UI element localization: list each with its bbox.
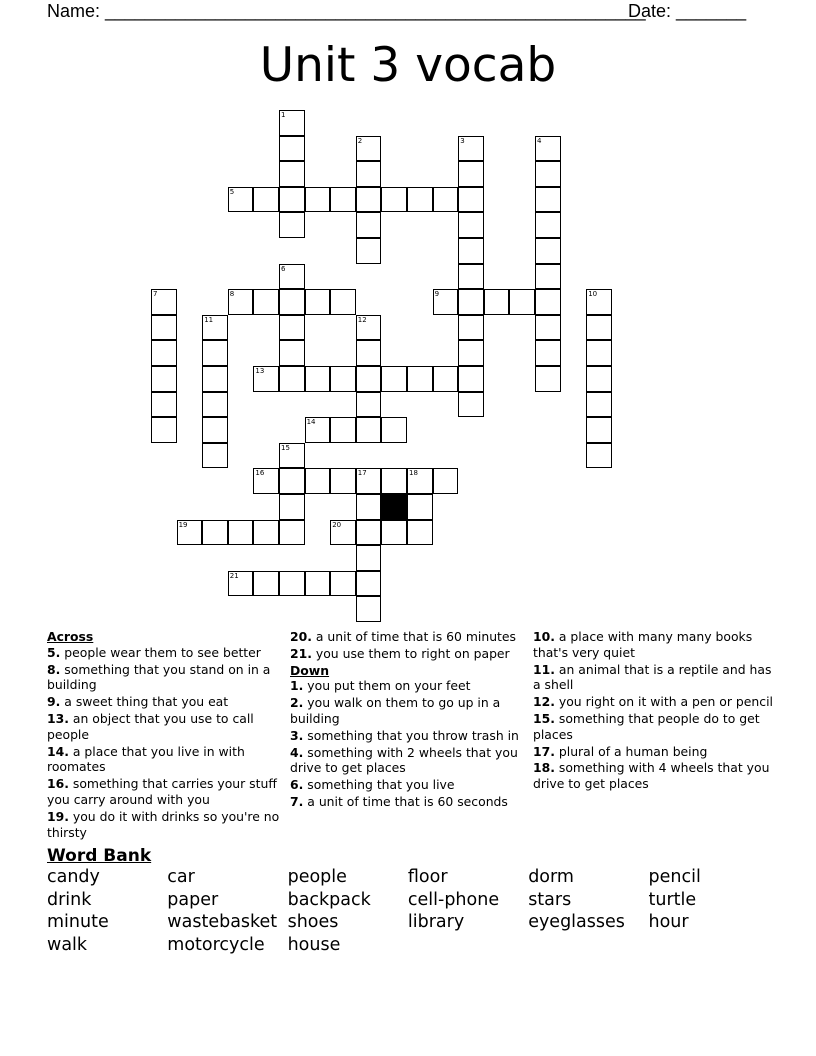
down-clue (533, 694, 773, 710)
clue-number: 18 (409, 469, 418, 478)
grid-cell[interactable] (407, 520, 433, 546)
grid-cell[interactable] (330, 571, 356, 597)
grid-cell[interactable] (305, 187, 331, 213)
grid-cell[interactable] (356, 596, 382, 622)
clue-number: 15 (281, 443, 290, 452)
grid-cell[interactable] (151, 315, 177, 341)
grid-cell[interactable] (535, 264, 561, 290)
grid-cell[interactable] (305, 468, 331, 494)
grid-cell[interactable] (458, 392, 484, 418)
grid-cell[interactable] (202, 366, 228, 392)
down-clue (290, 728, 526, 744)
grid-cell[interactable] (253, 187, 279, 213)
grid-cell[interactable] (586, 340, 612, 366)
word-bank-item: floor (407, 867, 448, 887)
grid-cell[interactable] (253, 366, 279, 392)
grid-cell[interactable] (253, 571, 279, 597)
grid-cell[interactable] (151, 366, 177, 392)
clue-text: something that you throw trash in (303, 727, 519, 743)
clue-text: a sweet thing that you eat (60, 694, 229, 710)
clue-number: 9 (434, 290, 440, 299)
clue-text: an animal that is a reptile and has a shell (533, 661, 772, 693)
page-title: Unit 3 vocab (259, 38, 557, 93)
grid-cell[interactable] (458, 187, 484, 213)
across-clue (47, 645, 283, 661)
clue-text: a unit of time that is 60 minutes (311, 629, 516, 644)
clue-number: 15. (533, 710, 555, 726)
grid-cell[interactable] (356, 571, 382, 597)
grid-cell[interactable] (330, 468, 356, 494)
word-bank-item: hour (648, 912, 689, 933)
clue-number: 4. (290, 744, 304, 760)
clue-number: 17. (533, 743, 555, 759)
clue-number: 5 (229, 187, 235, 196)
clue-text: a place with many many books that's very quiet (533, 629, 753, 660)
grid-cell[interactable] (458, 161, 484, 187)
grid-cell[interactable] (356, 161, 382, 187)
clue-number: 17 (357, 469, 367, 478)
grid-cell[interactable] (433, 366, 459, 392)
clue-text: an object that you use to call people (47, 710, 254, 742)
black-square (381, 494, 407, 520)
word-bank-item: motorcycle (167, 934, 265, 955)
grid-cell[interactable] (458, 212, 484, 238)
grid-cell[interactable] (356, 366, 382, 392)
clue-number: 1 (281, 111, 286, 119)
grid-cell[interactable] (535, 238, 561, 264)
down-clue (533, 760, 773, 792)
clue-number: 13 (255, 367, 265, 375)
grid-cell[interactable] (535, 212, 561, 238)
clue-number: 11 (204, 315, 214, 324)
clue-number: 9. (47, 694, 61, 710)
word-bank-item: backpack (287, 889, 371, 910)
clue-text: something that people do to get places (533, 710, 760, 742)
grid-cell[interactable] (151, 289, 177, 315)
clue-text: people wear them to see better (60, 644, 261, 660)
clue-number: 6. (290, 777, 304, 793)
grid-cell[interactable] (151, 340, 177, 366)
grid-cell[interactable] (330, 187, 356, 213)
grid-cell[interactable] (279, 315, 305, 341)
grid-cell[interactable] (407, 187, 433, 213)
clue-number: 13. (47, 710, 69, 726)
word-bank-item: eyeglasses (528, 912, 625, 933)
grid-cell[interactable] (586, 315, 612, 341)
grid-cell[interactable] (330, 520, 356, 546)
clue-number: 14. (47, 743, 69, 759)
grid-cell[interactable] (458, 264, 484, 290)
clue-text: you do it with drinks so you're no thirsty (47, 808, 280, 840)
clue-number: 16. (47, 776, 69, 792)
grid-cell[interactable] (381, 417, 407, 443)
grid-cell[interactable] (433, 289, 459, 315)
down-clue (290, 695, 526, 727)
grid-cell[interactable] (407, 494, 433, 520)
clue-number: 5. (47, 644, 61, 660)
clue-number: 3. (290, 727, 304, 743)
across-clue (47, 662, 283, 694)
grid-cell[interactable] (484, 289, 510, 315)
grid-cell[interactable] (177, 520, 203, 546)
grid-cell[interactable] (586, 417, 612, 443)
grid-cell[interactable] (509, 289, 535, 315)
clue-text: you put them on your feet (303, 678, 471, 694)
down-heading: Down (290, 662, 330, 678)
clue-number: 10. (533, 629, 555, 644)
grid-cell[interactable] (458, 340, 484, 366)
clue-number: 11. (533, 661, 555, 677)
grid-cell[interactable] (535, 187, 561, 213)
grid-cell[interactable] (586, 443, 612, 469)
grid-cell[interactable] (356, 392, 382, 418)
grid-cell[interactable] (356, 136, 382, 162)
word-bank-item: car (167, 867, 195, 887)
word-bank-title: Word Bank (47, 846, 152, 866)
across-clue (47, 711, 283, 743)
clue-number: 3 (460, 136, 465, 145)
clue-number: 8. (47, 661, 61, 677)
grid-cell[interactable] (279, 366, 305, 392)
grid-cell[interactable] (228, 520, 254, 546)
word-bank-item: candy (47, 867, 100, 887)
grid-cell[interactable] (305, 417, 331, 443)
across-clue (47, 809, 283, 841)
grid-cell[interactable] (535, 161, 561, 187)
grid-cell[interactable] (279, 468, 305, 494)
clue-text: something with 4 wheels that you drive to get places (533, 760, 770, 792)
clue-text: you walk on them to go up in a building (290, 695, 501, 726)
grid-cell[interactable] (535, 366, 561, 392)
word-bank-item: people (287, 867, 347, 887)
clue-number: 19. (47, 808, 69, 824)
clues-column-1 (47, 629, 283, 841)
grid-cell[interactable] (433, 187, 459, 213)
grid-cell[interactable] (433, 468, 459, 494)
clue-text: a unit of time that is 60 seconds (303, 793, 508, 809)
grid-cell[interactable] (279, 340, 305, 366)
grid-cell[interactable] (253, 289, 279, 315)
down-clue (290, 745, 526, 777)
grid-cell[interactable] (253, 468, 279, 494)
grid-cell[interactable] (535, 136, 561, 162)
clue-number: 8 (229, 290, 235, 299)
clue-number: 1. (290, 678, 304, 694)
clue-number: 7 (153, 290, 158, 299)
grid-cell[interactable] (330, 417, 356, 443)
word-bank-item: walk (47, 934, 88, 955)
grid-cell[interactable] (356, 187, 382, 213)
down-clue (533, 744, 773, 760)
grid-cell[interactable] (202, 315, 228, 341)
down-clue (290, 777, 526, 793)
grid-cell[interactable] (356, 520, 382, 546)
grid-cell[interactable] (279, 212, 305, 238)
grid-cell[interactable] (381, 187, 407, 213)
clue-number: 16 (255, 469, 265, 478)
clue-number: 4 (537, 136, 542, 145)
grid-cell[interactable] (253, 520, 279, 546)
grid-cell[interactable] (458, 289, 484, 315)
down-clue (290, 678, 526, 694)
grid-cell[interactable] (279, 494, 305, 520)
grid-cell[interactable] (458, 136, 484, 162)
clue-number: 14 (306, 418, 316, 427)
grid-cell[interactable] (305, 571, 331, 597)
word-bank-item: dorm (528, 867, 574, 887)
clues-column-2 (290, 629, 526, 811)
clue-number: 19 (178, 520, 188, 529)
grid-cell[interactable] (305, 289, 331, 315)
across-clue (47, 694, 283, 710)
clue-text: plural of a human being (554, 743, 708, 759)
grid-cell[interactable] (228, 571, 254, 597)
clue-text: something that carries your stuff you carry around with you (47, 776, 277, 807)
grid-cell[interactable] (356, 494, 382, 520)
clue-number: 7. (290, 793, 304, 809)
grid-cell[interactable] (381, 366, 407, 392)
grid-cell[interactable] (407, 366, 433, 392)
grid-cell[interactable] (279, 187, 305, 213)
word-bank-item: drink (47, 889, 92, 910)
grid-cell[interactable] (356, 417, 382, 443)
clue-text: a place that you live in with roomates (47, 743, 245, 775)
down-clue (290, 794, 526, 810)
across-heading: Across (47, 629, 94, 644)
clue-number: 18. (533, 760, 555, 776)
word-bank-item: house (287, 934, 341, 955)
clue-number: 12 (357, 315, 367, 324)
word-bank-item: pencil (648, 867, 701, 887)
clue-text: you use them to right on paper (311, 645, 510, 661)
grid-cell[interactable] (458, 315, 484, 341)
grid-cell[interactable] (356, 238, 382, 264)
clue-number: 12. (533, 694, 555, 710)
grid-cell[interactable] (330, 289, 356, 315)
grid-cell[interactable] (279, 264, 305, 290)
across-clue (47, 776, 283, 808)
clue-number: 6 (281, 264, 286, 273)
grid-cell[interactable] (279, 110, 305, 136)
grid-cell[interactable] (586, 392, 612, 418)
grid-cell[interactable] (151, 417, 177, 443)
down-clue (533, 629, 773, 661)
clue-text: something that you stand on in a building (47, 661, 271, 693)
clue-text: something with 2 wheels that you drive to get places (290, 744, 518, 776)
grid-cell[interactable] (407, 468, 433, 494)
word-bank-item: paper (167, 889, 219, 910)
clue-number: 20. (290, 629, 312, 644)
down-clue (533, 711, 773, 743)
grid-cell[interactable] (279, 571, 305, 597)
grid-cell[interactable] (305, 366, 331, 392)
grid-cell[interactable] (202, 340, 228, 366)
grid-cell[interactable] (279, 520, 305, 546)
grid-cell[interactable] (202, 443, 228, 469)
clue-number: 10 (588, 290, 598, 299)
name-field-label: Name: ______________________________________________________ (47, 1, 646, 21)
grid-cell[interactable] (279, 136, 305, 162)
across-clue (290, 629, 526, 645)
clue-text: you right on it with a pen or pencil (554, 694, 773, 710)
grid-cell[interactable] (356, 468, 382, 494)
clue-number: 21. (290, 645, 312, 661)
word-bank-item: turtle (648, 889, 697, 910)
grid-cell[interactable] (356, 545, 382, 571)
word-bank-item: wastebasket (167, 912, 278, 933)
grid-cell[interactable] (279, 289, 305, 315)
word-bank-item: stars (528, 889, 572, 910)
clues-column-3 (533, 629, 773, 793)
grid-cell[interactable] (356, 340, 382, 366)
word-bank-item: library (407, 912, 465, 933)
grid-cell[interactable] (202, 392, 228, 418)
word-bank-item: shoes (287, 912, 339, 933)
across-clue (47, 744, 283, 776)
clue-number: 21 (229, 571, 239, 580)
grid-cell[interactable] (228, 187, 254, 213)
grid-cell[interactable] (279, 443, 305, 469)
clue-text: something that you live (303, 777, 455, 793)
grid-cell[interactable] (228, 289, 254, 315)
down-clue (533, 662, 773, 694)
grid-cell[interactable] (458, 238, 484, 264)
grid-cell[interactable] (381, 468, 407, 494)
grid-cell[interactable] (381, 520, 407, 546)
clue-number: 20 (332, 520, 342, 529)
grid-cell[interactable] (151, 392, 177, 418)
clue-number: 2. (290, 695, 304, 711)
word-bank-item: cell-phone (407, 889, 500, 910)
grid-cell[interactable] (356, 315, 382, 341)
word-bank-item: minute (47, 912, 109, 933)
grid-cell[interactable] (586, 366, 612, 392)
grid-cell[interactable] (330, 366, 356, 392)
grid-cell[interactable] (356, 212, 382, 238)
grid-cell[interactable] (535, 340, 561, 366)
grid-cell[interactable] (458, 366, 484, 392)
date-field-label: Date: _______ (628, 1, 747, 21)
grid-cell[interactable] (535, 315, 561, 341)
grid-cell[interactable] (202, 417, 228, 443)
grid-cell[interactable] (279, 161, 305, 187)
grid-cell[interactable] (535, 289, 561, 315)
grid-cell[interactable] (202, 520, 228, 546)
across-clue (290, 646, 526, 662)
clue-number: 2 (357, 136, 363, 145)
grid-cell[interactable] (586, 289, 612, 315)
